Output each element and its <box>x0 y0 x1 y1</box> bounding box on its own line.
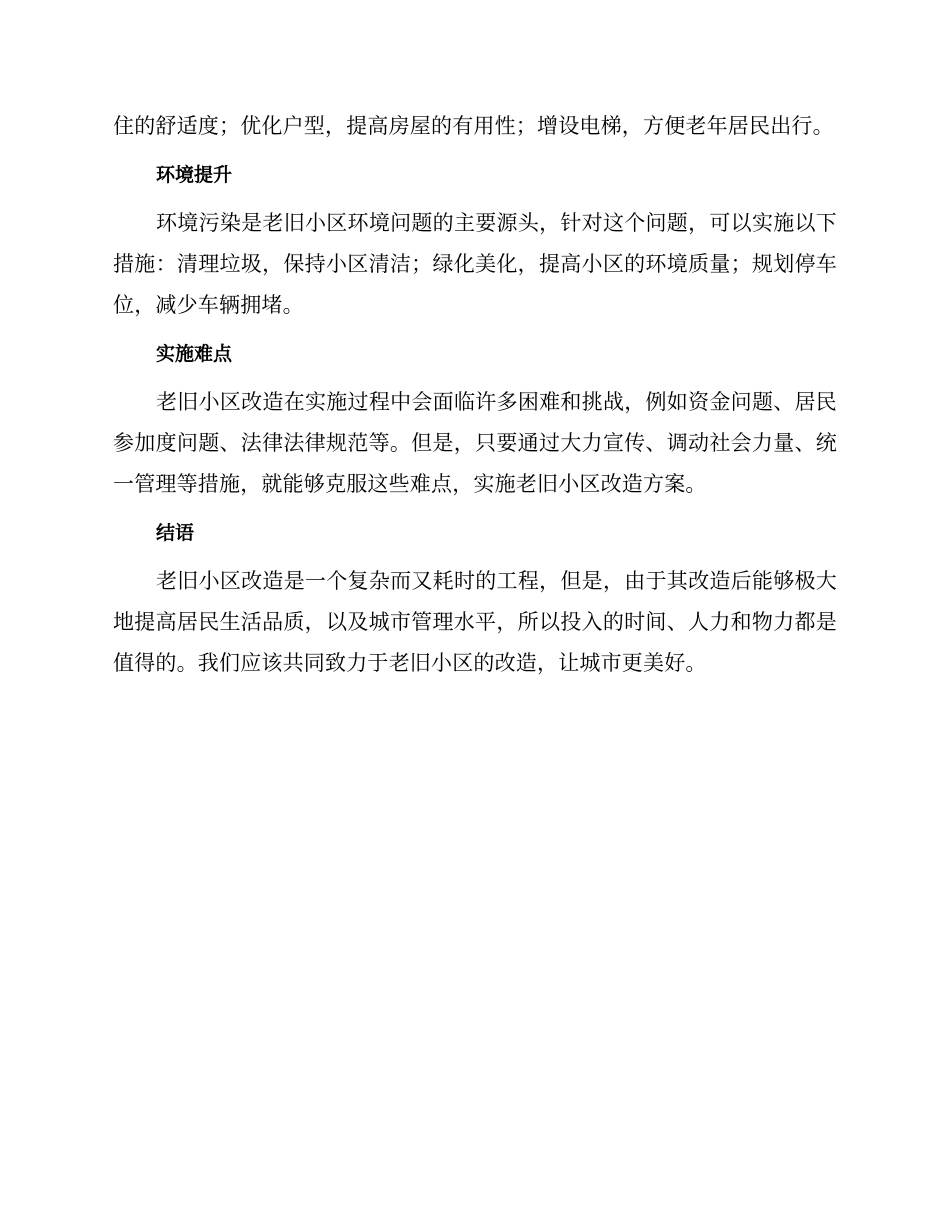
section-heading-difficulties: 实施难点 <box>156 343 233 365</box>
section-paragraph-environment: 环境污染是老旧小区环境问题的主要源头，针对这个问题，可以实施以下措施：清理垃圾，保持小区清洁；绿化美化，提高小区的环境质量；规划停车位，减少车辆拥堵。 <box>113 211 837 317</box>
document-page <box>113 106 837 684</box>
section-paragraph-difficulties: 老旧小区改造在实施过程中会面临许多困难和挑战，例如资金问题、居民参加度问题、法律法律规范等。但是，只要通过大力宣传、调动社会力量、统一管理等措施，就能够克服这些难点，实施老旧小区改造方案。 <box>113 390 837 496</box>
section-paragraph-conclusion: 老旧小区改造是一个复杂而又耗时的工程，但是，由于其改造后能够极大地提高居民生活品质，以及城市管理水平，所以投入的时间、人力和物力都是值得的。我们应该共同致力于老旧小区的改造，让城市更美好。 <box>113 569 837 675</box>
section-difficulties <box>113 339 837 505</box>
section-environment <box>113 160 837 326</box>
intro-continuation-paragraph: 住的舒适度；优化户型，提高房屋的有用性；增设电梯，方便老年居民出行。 <box>113 114 834 138</box>
section-heading-conclusion: 结语 <box>156 522 195 544</box>
section-heading-environment: 环境提升 <box>156 164 233 186</box>
section-conclusion <box>113 518 837 684</box>
